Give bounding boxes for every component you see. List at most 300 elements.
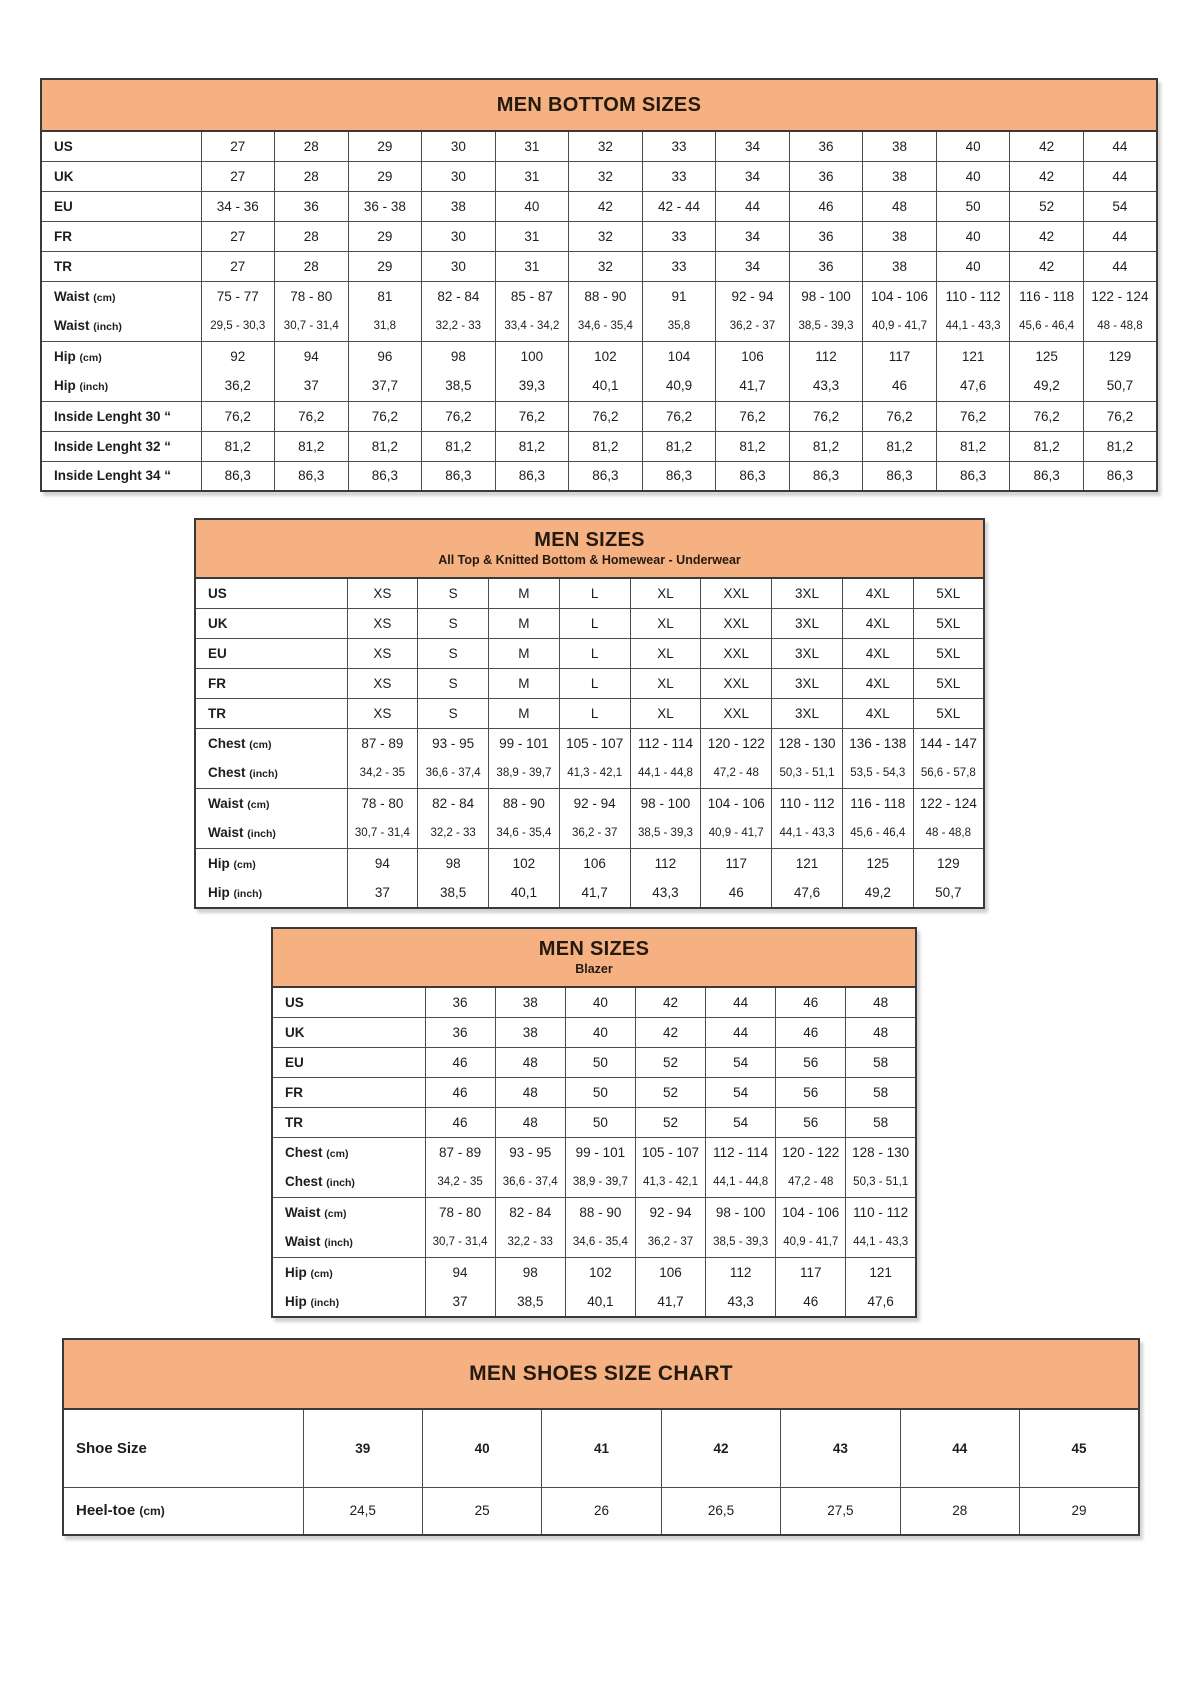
size-cell: 98 xyxy=(422,341,496,371)
size-cell: 86,3 xyxy=(1083,461,1157,491)
size-cell: 76,2 xyxy=(569,401,643,431)
size-cell: 32 xyxy=(569,221,643,251)
size-cell: 93 - 95 xyxy=(418,728,489,758)
size-cell: 33,4 - 34,2 xyxy=(495,311,569,341)
row-label-text: Waist xyxy=(208,825,244,841)
row-label-chest-cm xyxy=(272,1137,425,1167)
size-cell: 98 - 100 xyxy=(789,281,863,311)
size-cell: 102 xyxy=(489,848,560,878)
size-cell: 40,9 - 41,7 xyxy=(701,818,772,848)
size-cell: 38 xyxy=(422,191,496,221)
size-cell: 32,2 - 33 xyxy=(422,311,496,341)
size-cell: 44 xyxy=(716,191,790,221)
row-label-text: US xyxy=(285,994,304,1010)
size-cell: 106 xyxy=(635,1257,705,1287)
size-cell: 29 xyxy=(348,251,422,281)
size-cell: 46 xyxy=(863,371,937,401)
size-cell: 106 xyxy=(716,341,790,371)
row-unit-text: (inch) xyxy=(93,321,122,334)
size-cell: 81,2 xyxy=(789,431,863,461)
row-label-text: TR xyxy=(208,705,226,721)
size-cell: XL xyxy=(630,668,701,698)
size-cell: 44 xyxy=(900,1409,1019,1487)
size-cell: 30,7 - 31,4 xyxy=(347,818,418,848)
table-row xyxy=(195,698,984,728)
size-cell: 42 xyxy=(635,1017,705,1047)
row-label-text: Chest xyxy=(208,765,246,781)
size-cell: 46 xyxy=(425,1077,495,1107)
row-label-text: TR xyxy=(54,258,72,274)
size-cell: 56 xyxy=(776,1047,846,1077)
size-cell: 98 - 100 xyxy=(630,788,701,818)
size-cell: 30,7 - 31,4 xyxy=(275,311,349,341)
size-cell: 128 - 130 xyxy=(772,728,843,758)
size-cell: 40 xyxy=(422,1409,541,1487)
size-cell: 38 xyxy=(495,1017,565,1047)
size-cell: 50 xyxy=(565,1077,635,1107)
size-cell: 44 xyxy=(1083,221,1157,251)
size-cell: 38,5 xyxy=(495,1287,565,1317)
size-cell: L xyxy=(559,668,630,698)
size-cell: S xyxy=(418,698,489,728)
size-cell: 36 xyxy=(425,987,495,1017)
table-row xyxy=(195,788,984,818)
table-row xyxy=(41,131,1157,161)
row-label-chest-cm xyxy=(195,728,347,758)
size-cell: 91 xyxy=(642,281,716,311)
row-label-text: Waist xyxy=(285,1204,321,1220)
size-cell: 58 xyxy=(846,1077,916,1107)
size-cell: 45,6 - 46,4 xyxy=(842,818,913,848)
shoes-header xyxy=(63,1339,1139,1409)
size-cell: 45,6 - 46,4 xyxy=(1010,311,1084,341)
table-subtitle: All Top & Knitted Bottom & Homewear - Underwear xyxy=(438,553,741,568)
size-cell: XXL xyxy=(701,668,772,698)
size-cell: 44,1 - 43,3 xyxy=(772,818,843,848)
size-cell: 40,1 xyxy=(569,371,643,401)
size-cell: 48 xyxy=(495,1047,565,1077)
size-cell: 34,6 - 35,4 xyxy=(565,1227,635,1257)
row-label-eu xyxy=(272,1047,425,1077)
size-cell: 5XL xyxy=(913,608,984,638)
row-label-text: Waist xyxy=(285,1234,321,1250)
size-cell: 56 xyxy=(776,1077,846,1107)
row-label-text: Waist xyxy=(54,318,90,334)
row-label-eu xyxy=(195,638,347,668)
size-cell: 28 xyxy=(275,221,349,251)
size-cell: 81,2 xyxy=(201,431,275,461)
row-label-text: Waist xyxy=(54,288,90,304)
size-cell: 28 xyxy=(900,1487,1019,1535)
size-cell: 27,5 xyxy=(781,1487,900,1535)
size-cell: 38,5 - 39,3 xyxy=(789,311,863,341)
size-cell: 4XL xyxy=(842,608,913,638)
size-cell: 48 xyxy=(846,987,916,1017)
size-cell: 117 xyxy=(776,1257,846,1287)
size-cell: 28 xyxy=(275,161,349,191)
size-cell: 78 - 80 xyxy=(425,1197,495,1227)
size-cell: 41,3 - 42,1 xyxy=(635,1167,705,1197)
table-row xyxy=(41,161,1157,191)
size-cell: 31 xyxy=(495,131,569,161)
size-cell: 3XL xyxy=(772,698,843,728)
size-cell: 36,2 - 37 xyxy=(635,1227,705,1257)
size-cell: 47,6 xyxy=(772,878,843,908)
size-cell: 86,3 xyxy=(789,461,863,491)
size-cell: 40,9 - 41,7 xyxy=(863,311,937,341)
size-cell: 75 - 77 xyxy=(201,281,275,311)
size-cell: XXL xyxy=(701,698,772,728)
size-cell: 48 - 48,8 xyxy=(913,818,984,848)
row-label-text: Shoe Size xyxy=(76,1439,147,1457)
row-label-fr xyxy=(195,668,347,698)
size-cell: 102 xyxy=(565,1257,635,1287)
row-label-fr xyxy=(272,1077,425,1107)
size-cell: 99 - 101 xyxy=(489,728,560,758)
size-cell: 48 xyxy=(495,1107,565,1137)
size-cell: XL xyxy=(630,638,701,668)
size-cell: 86,3 xyxy=(569,461,643,491)
size-cell: 44 xyxy=(1083,161,1157,191)
table-row xyxy=(41,221,1157,251)
table-row xyxy=(272,1107,916,1137)
table-title: MEN BOTTOM SIZES xyxy=(496,93,702,116)
size-cell: 47,6 xyxy=(936,371,1010,401)
row-unit-text: (inch) xyxy=(79,381,109,394)
size-cell: 81,2 xyxy=(1083,431,1157,461)
size-cell: 42 xyxy=(1010,131,1084,161)
size-cell: L xyxy=(559,638,630,668)
size-cell: 81,2 xyxy=(348,431,422,461)
size-cell: 81,2 xyxy=(936,431,1010,461)
table-row xyxy=(41,401,1157,431)
size-cell: 120 - 122 xyxy=(701,728,772,758)
size-cell: 36 xyxy=(789,251,863,281)
size-cell: 76,2 xyxy=(716,401,790,431)
row-label-text: Hip xyxy=(54,378,76,394)
size-cell: 49,2 xyxy=(1010,371,1084,401)
size-cell: 88 - 90 xyxy=(569,281,643,311)
size-cell: XXL xyxy=(701,608,772,638)
size-cell: 76,2 xyxy=(1010,401,1084,431)
row-label-text: Chest xyxy=(208,735,246,751)
shoes-size-table xyxy=(62,1338,1140,1536)
size-cell: 46 xyxy=(776,1287,846,1317)
size-cell: M xyxy=(489,698,560,728)
size-cell: 36,6 - 37,4 xyxy=(495,1167,565,1197)
size-cell: 34,2 - 35 xyxy=(425,1167,495,1197)
size-cell: 92 - 94 xyxy=(559,788,630,818)
row-label-text: EU xyxy=(285,1054,304,1070)
size-cell: 25 xyxy=(422,1487,541,1535)
size-cell: 42 xyxy=(1010,161,1084,191)
table-row xyxy=(195,878,984,908)
size-cell: 44 xyxy=(1083,131,1157,161)
size-cell: 112 xyxy=(706,1257,776,1287)
size-cell: 53,5 - 54,3 xyxy=(842,758,913,788)
size-cell: 94 xyxy=(275,341,349,371)
size-cell: 98 - 100 xyxy=(706,1197,776,1227)
size-cell: 48 xyxy=(495,1077,565,1107)
table-title: MEN SIZES xyxy=(534,529,645,552)
size-cell: 36,6 - 37,4 xyxy=(418,758,489,788)
size-cell: 54 xyxy=(1083,191,1157,221)
row-label-text: FR xyxy=(54,228,72,244)
size-cell: 76,2 xyxy=(936,401,1010,431)
size-cell: 3XL xyxy=(772,638,843,668)
size-cell: 85 - 87 xyxy=(495,281,569,311)
table-row xyxy=(63,1409,1139,1487)
size-cell: 33 xyxy=(642,251,716,281)
size-cell: 40 xyxy=(565,1017,635,1047)
size-cell: 52 xyxy=(635,1107,705,1137)
size-cell: 3XL xyxy=(772,608,843,638)
row-label-hip-inch xyxy=(41,371,201,401)
men-bottom-sizes-table xyxy=(40,78,1200,492)
size-cell: 104 - 106 xyxy=(863,281,937,311)
table-row xyxy=(41,311,1157,341)
size-cell: 32,2 - 33 xyxy=(495,1227,565,1257)
size-cell: 38 xyxy=(863,161,937,191)
size-cell: 98 xyxy=(418,848,489,878)
table-row xyxy=(195,668,984,698)
row-label-text: Inside Lenght 34 “ xyxy=(54,468,172,484)
size-cell: 4XL xyxy=(842,668,913,698)
size-cell: 29,5 - 30,3 xyxy=(201,311,275,341)
size-cell: S xyxy=(418,608,489,638)
row-label-tr xyxy=(272,1107,425,1137)
size-cell: 112 - 114 xyxy=(706,1137,776,1167)
row-unit-text: (cm) xyxy=(324,1207,347,1220)
size-cell: 42 xyxy=(661,1409,780,1487)
size-cell: XXL xyxy=(701,578,772,608)
size-cell: 129 xyxy=(1083,341,1157,371)
size-cell: 76,2 xyxy=(789,401,863,431)
row-label-hip-inch xyxy=(272,1287,425,1317)
size-cell: XXL xyxy=(701,638,772,668)
size-cell: 46 xyxy=(701,878,772,908)
size-cell: 29 xyxy=(348,131,422,161)
size-cell: 56 xyxy=(776,1107,846,1137)
size-cell: 98 xyxy=(495,1257,565,1287)
size-cell: 34 xyxy=(716,161,790,191)
size-cell: 38,5 - 39,3 xyxy=(630,818,701,848)
size-cell: 4XL xyxy=(842,638,913,668)
size-cell: 86,3 xyxy=(863,461,937,491)
size-cell: 38,9 - 39,7 xyxy=(489,758,560,788)
size-cell: 32,2 - 33 xyxy=(418,818,489,848)
size-cell: 76,2 xyxy=(495,401,569,431)
size-cell: 76,2 xyxy=(1083,401,1157,431)
size-cell: 44 xyxy=(1083,251,1157,281)
table-title: MEN SIZES xyxy=(538,938,650,961)
size-cell: 34,6 - 35,4 xyxy=(569,311,643,341)
size-cell: 37 xyxy=(275,371,349,401)
table-row xyxy=(195,728,984,758)
table-row xyxy=(195,818,984,848)
size-cell: 29 xyxy=(348,161,422,191)
size-cell: 58 xyxy=(846,1107,916,1137)
size-cell: 105 - 107 xyxy=(559,728,630,758)
size-cell: 76,2 xyxy=(348,401,422,431)
size-cell: 117 xyxy=(863,341,937,371)
size-cell: 38 xyxy=(495,987,565,1017)
row-label-text: UK xyxy=(208,615,228,631)
row-unit-text: (inch) xyxy=(247,828,276,841)
size-cell: 52 xyxy=(635,1047,705,1077)
size-cell: 106 xyxy=(559,848,630,878)
size-cell: 46 xyxy=(425,1047,495,1077)
size-cell: L xyxy=(559,608,630,638)
size-cell: 36 - 38 xyxy=(348,191,422,221)
row-label-text: EU xyxy=(208,645,227,661)
size-cell: 76,2 xyxy=(201,401,275,431)
size-cell: 35,8 xyxy=(642,311,716,341)
table-row xyxy=(195,578,984,608)
size-cell: 105 - 107 xyxy=(635,1137,705,1167)
size-cell: 32 xyxy=(569,161,643,191)
size-cell: 39 xyxy=(303,1409,422,1487)
row-label-chest-inch xyxy=(195,758,347,788)
size-cell: 24,5 xyxy=(303,1487,422,1535)
size-cell: 4XL xyxy=(842,578,913,608)
size-cell: 87 - 89 xyxy=(347,728,418,758)
size-cell: 81,2 xyxy=(495,431,569,461)
size-cell: 116 - 118 xyxy=(1010,281,1084,311)
size-cell: 42 xyxy=(569,191,643,221)
size-cell: 40 xyxy=(495,191,569,221)
size-cell: 3XL xyxy=(772,668,843,698)
bottoms-size-table xyxy=(40,78,1158,492)
size-cell: XS xyxy=(347,668,418,698)
size-cell: 78 - 80 xyxy=(347,788,418,818)
size-cell: 33 xyxy=(642,161,716,191)
size-cell: 94 xyxy=(347,848,418,878)
size-cell: 81,2 xyxy=(569,431,643,461)
size-cell: 5XL xyxy=(913,668,984,698)
size-cell: 44 xyxy=(706,987,776,1017)
size-cell: 42 xyxy=(1010,221,1084,251)
size-cell: 46 xyxy=(425,1107,495,1137)
size-cell: 82 - 84 xyxy=(418,788,489,818)
size-cell: 31 xyxy=(495,221,569,251)
size-cell: 31 xyxy=(495,251,569,281)
size-cell: 82 - 84 xyxy=(495,1197,565,1227)
size-cell: 86,3 xyxy=(716,461,790,491)
table-row xyxy=(41,341,1157,371)
size-cell: 54 xyxy=(706,1107,776,1137)
row-label-waist-cm xyxy=(272,1197,425,1227)
size-cell: 117 xyxy=(701,848,772,878)
table-row xyxy=(272,1077,916,1107)
men-size-chart-page xyxy=(0,78,1200,1536)
size-cell: 81,2 xyxy=(863,431,937,461)
size-cell: S xyxy=(418,578,489,608)
row-label-text: Hip xyxy=(285,1264,307,1280)
row-label-text: Hip xyxy=(208,885,230,900)
size-cell: 39,3 xyxy=(495,371,569,401)
table-row xyxy=(195,608,984,638)
size-cell: 81,2 xyxy=(422,431,496,461)
size-cell: 36 xyxy=(275,191,349,221)
row-label-tr xyxy=(195,698,347,728)
size-cell: 87 - 89 xyxy=(425,1137,495,1167)
row-label-uk xyxy=(195,608,347,638)
size-cell: 37,7 xyxy=(348,371,422,401)
row-label-hip-inch xyxy=(195,878,347,908)
table-row xyxy=(272,1287,916,1317)
size-cell: 36,2 - 37 xyxy=(716,311,790,341)
table-row xyxy=(272,987,916,1017)
size-cell: 34 - 36 xyxy=(201,191,275,221)
size-cell: 34 xyxy=(716,251,790,281)
table-row xyxy=(41,191,1157,221)
size-cell: 81,2 xyxy=(716,431,790,461)
size-cell: 96 xyxy=(348,341,422,371)
size-cell: 28 xyxy=(275,251,349,281)
size-cell: 112 xyxy=(630,848,701,878)
size-cell: 54 xyxy=(706,1047,776,1077)
size-cell: 52 xyxy=(635,1077,705,1107)
size-cell: XS xyxy=(347,578,418,608)
size-cell: 81 xyxy=(348,281,422,311)
size-cell: L xyxy=(559,578,630,608)
size-cell: 78 - 80 xyxy=(275,281,349,311)
row-label-shoe-size xyxy=(63,1409,303,1487)
row-label-us xyxy=(195,578,347,608)
row-label-text: Hip xyxy=(285,1294,307,1309)
blazer-header xyxy=(272,928,916,987)
size-cell: S xyxy=(418,668,489,698)
row-unit-text: (inch) xyxy=(326,1177,355,1190)
row-label-inside-lenght-32 xyxy=(41,431,201,461)
row-label-text: Inside Lenght 32 “ xyxy=(54,438,172,454)
table-row xyxy=(41,461,1157,491)
table-title: MEN SHOES SIZE CHART xyxy=(469,1361,733,1385)
row-label-text: UK xyxy=(54,168,74,184)
table-row xyxy=(272,1257,916,1287)
size-cell: 43,3 xyxy=(630,878,701,908)
row-unit-text: (cm) xyxy=(79,351,102,364)
row-unit-text: (inch) xyxy=(324,1237,353,1250)
size-cell: 41 xyxy=(542,1409,661,1487)
size-cell: 136 - 138 xyxy=(842,728,913,758)
size-cell: 94 xyxy=(425,1257,495,1287)
size-cell: 40 xyxy=(936,251,1010,281)
table-row xyxy=(63,1487,1139,1535)
row-label-text: Chest xyxy=(285,1144,323,1160)
size-cell: 121 xyxy=(772,848,843,878)
table-subtitle: Blazer xyxy=(575,962,613,977)
row-unit-text: (cm) xyxy=(93,291,116,304)
size-cell: XL xyxy=(630,578,701,608)
size-cell: 36,2 xyxy=(201,371,275,401)
size-cell: 86,3 xyxy=(201,461,275,491)
size-cell: 110 - 112 xyxy=(936,281,1010,311)
size-cell: 3XL xyxy=(772,578,843,608)
size-cell: 26 xyxy=(542,1487,661,1535)
size-cell: 34,2 - 35 xyxy=(347,758,418,788)
men-size-table xyxy=(194,518,985,909)
size-cell: M xyxy=(489,608,560,638)
size-cell: 40 xyxy=(936,161,1010,191)
size-cell: 4XL xyxy=(842,698,913,728)
size-cell: 42 - 44 xyxy=(642,191,716,221)
size-cell: 110 - 112 xyxy=(846,1197,916,1227)
row-label-text: Chest xyxy=(285,1174,323,1190)
size-cell: 36 xyxy=(789,131,863,161)
size-cell: 5XL xyxy=(913,638,984,668)
